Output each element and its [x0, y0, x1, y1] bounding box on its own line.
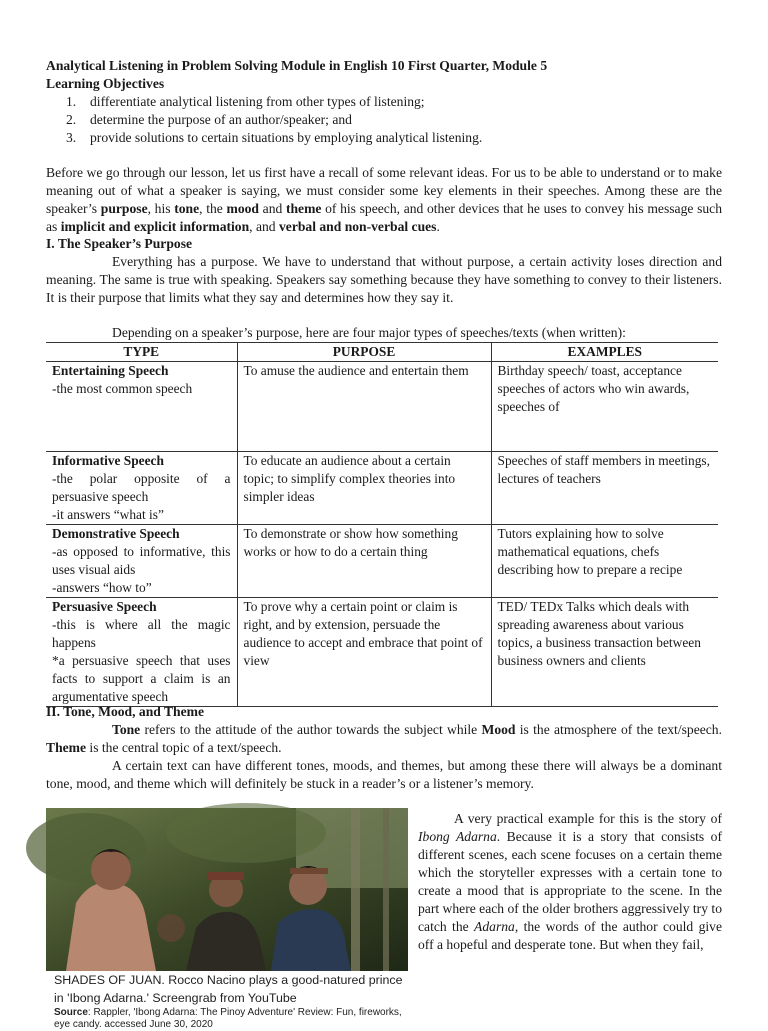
objectives-heading: Learning Objectives — [46, 76, 165, 91]
section-heading-tone: II. Tone, Mood, and Theme — [46, 704, 205, 719]
examples-cell: Tutors explaining how to solve mathematical equations, chefs describing how to prepare a recipe — [491, 525, 718, 598]
purpose-cell: To amuse the audience and entertain them — [237, 362, 491, 452]
photo-illustration — [46, 808, 408, 971]
objective-item: 2. determine the purpose of an author/speaker; and — [66, 112, 352, 127]
ibong-adarna-paragraph: A very practical example for this is the story of Ibong Adarna. Because it is a story that consists of different scenes, each scene focuses on a certain theme which the storyteller expresses with a certain tone to create a mood that is appropriate to the scene. In the part where each of the older brothers aggressively try to catch the Adarna, the words of the author could give off a hopeful and desperate tone. But when they fail, — [418, 811, 722, 952]
type-cell: Demonstrative Speech -as opposed to informative, this uses visual aids -answers “how to” — [46, 525, 237, 598]
header-examples: EXAMPLES — [491, 343, 718, 362]
purpose-paragraph: Everything has a purpose. We have to understand that without purpose, a certain activity loses direction and meaning. The same is true with speaking. Speakers say something because they have something to convey to their listeners. It is their purpose that limits what they say and determines how they say it. — [46, 254, 722, 305]
dominant-paragraph: A certain text can have different tones, moods, and themes, but among these there will always be a dominant tone, mood, and theme which will definitely be stuck in a reader’s or a listener’s memory. — [46, 758, 722, 791]
table-row — [46, 598, 718, 707]
examples-cell: Speeches of staff members in meetings, lectures of teachers — [491, 452, 718, 525]
type-cell: Entertaining Speech -the most common speech — [46, 362, 237, 452]
section-heading-purpose: I. The Speaker’s Purpose — [46, 236, 193, 251]
examples-cell: TED/ TEDx Talks which deals with spreading awareness about various topics, a business transaction between business owners and clients — [491, 598, 718, 707]
type-cell: Informative Speech -the polar opposite of a persuasive speech -it answers “what is” — [46, 452, 237, 525]
table-row — [46, 452, 718, 525]
header-purpose: PURPOSE — [237, 343, 491, 362]
table-row — [46, 362, 718, 452]
purpose-cell: To demonstrate or show how something works or how to do a certain thing — [237, 525, 491, 598]
examples-cell: Birthday speech/ toast, acceptance speeches of actors who win awards, speeches of — [491, 362, 718, 452]
table-header-row — [46, 343, 718, 362]
photo-caption — [54, 971, 404, 1031]
ibong-adarna-photo — [46, 808, 408, 971]
tone-paragraph: Tone refers to the attitude of the author towards the subject while Mood is the atmosphere of the text/speech. Theme is the central topic of a text/speech. — [46, 722, 722, 755]
header-type: TYPE — [46, 343, 237, 362]
table-row — [46, 525, 718, 598]
type-cell: Persuasive Speech -this is where all the magic happens *a persuasive speech that uses facts to support a claim is an argumentative speech — [46, 598, 237, 707]
objective-item: 1. differentiate analytical listening from other types of listening; — [66, 94, 425, 109]
caption-source: Source: Rappler, 'Ibong Adarna: The Pinoy Adventure' Review: Fun, fireworks, eye candy. accessed June 30, 2020 — [54, 1007, 402, 1030]
purpose-cell: To educate an audience about a certain topic; to simplify complex theories into simpler ideas — [237, 452, 491, 525]
intro-paragraph: Before we go through our lesson, let us first have a recall of some relevant ideas. For us to be able to understand or to make meaning out of what a speaker is saying, we must consider some key elements in their speeches. Among these are the speaker’s purpose, his tone, the mood and theme of his speech, and other devices that he uses to convey his message such as implicit and explicit information, and verbal and non-verbal cues. — [46, 165, 722, 234]
module-title: Analytical Listening in Problem Solving Module in English 10 First Quarter, Module 5 — [46, 58, 548, 73]
purpose-cell: To prove why a certain point or claim is right, and by extension, persuade the audience to accept and embrace that point of view — [237, 598, 491, 707]
caption-text: SHADES OF JUAN. Rocco Nacino plays a good-natured prince in 'Ibong Adarna.' Screengrab from YouTube — [54, 973, 403, 1005]
table-caption: Depending on a speaker’s purpose, here are four major types of speeches/texts (when written): — [112, 325, 626, 340]
speech-types-table — [46, 342, 718, 707]
objectives-list — [66, 93, 746, 147]
objective-item: 3. provide solutions to certain situations by employing analytical listening. — [66, 130, 483, 145]
